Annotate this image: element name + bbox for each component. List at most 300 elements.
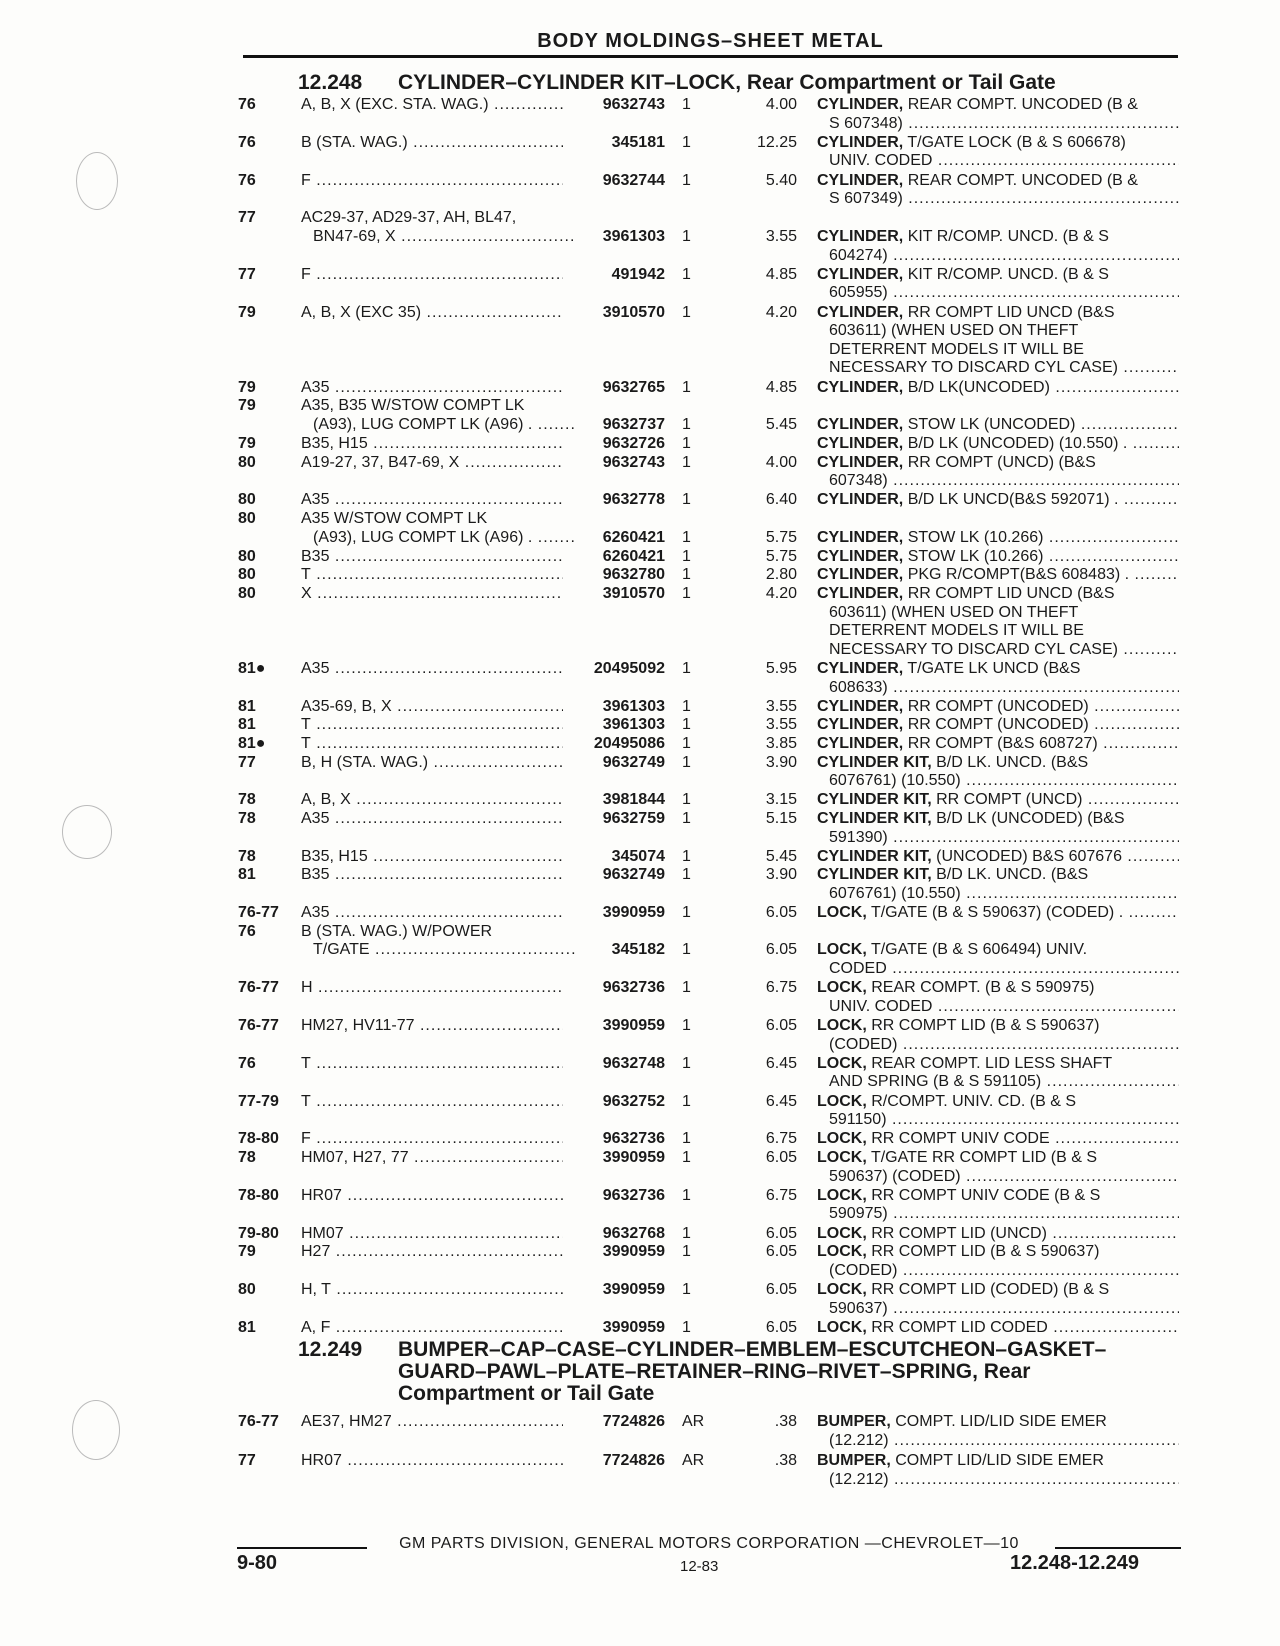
- price: .38: [774, 1452, 797, 1470]
- description-text: T/GATE (B & S 590637) (CODED) . .....: [871, 904, 1179, 921]
- quantity: 1: [682, 1149, 691, 1166]
- model-cell: [301, 304, 568, 323]
- part-number: 9632736: [602, 1186, 665, 1204]
- quantity: 1: [682, 1017, 691, 1034]
- part-number: 9632726: [602, 435, 665, 452]
- description-cell: [817, 548, 1179, 567]
- description-line: [817, 96, 1179, 115]
- quantity: 1: [682, 1224, 691, 1242]
- model-year: 76: [238, 133, 256, 151]
- model-cell: [301, 379, 568, 398]
- model-year: 79: [238, 378, 256, 396]
- model-year: 81: [238, 866, 256, 884]
- description-cell: [817, 1413, 1179, 1450]
- model-year: 79: [238, 1243, 256, 1261]
- description-text: RR COMPT LID (UNCD) .....: [871, 1225, 1179, 1242]
- quantity: 1: [682, 847, 691, 865]
- part-number: 9632748: [602, 1054, 665, 1072]
- description-name: CYLINDER,: [817, 716, 904, 734]
- description-name: LOCK,: [817, 904, 867, 922]
- quantity: 1: [682, 435, 691, 452]
- description-text: RR COMPT UNIV CODE (B & S: [871, 1186, 1101, 1204]
- description-name: CYLINDER,: [817, 378, 904, 396]
- part-number: 3990959: [602, 1149, 665, 1166]
- description-line: [817, 491, 1179, 510]
- description-text: 608633) .....: [829, 679, 1179, 696]
- model-line: T .....: [301, 716, 563, 735]
- description-name: LOCK,: [817, 1149, 867, 1166]
- description-text: (UNCODED) B&S 607676 .....: [936, 848, 1179, 865]
- model-year: 76-77: [238, 979, 279, 997]
- quantity: 1: [682, 547, 691, 565]
- model-year: 77-79: [238, 1092, 279, 1110]
- part-number: 3910570: [602, 585, 665, 602]
- model-cell: [301, 1130, 568, 1149]
- model-cell: [301, 1017, 568, 1036]
- price: 2.80: [765, 566, 797, 584]
- description-cell: [817, 566, 1179, 585]
- description-cell: [817, 435, 1179, 454]
- price: 4.20: [765, 303, 797, 321]
- description-name: CYLINDER,: [817, 528, 904, 546]
- description-line: [817, 247, 1179, 266]
- description-cell: [817, 379, 1179, 398]
- part-number: 9632749: [602, 866, 665, 884]
- description-text: STOW LK (10.266) .....: [908, 529, 1179, 546]
- model-line: A35 .....: [301, 379, 563, 398]
- model-year: 79: [238, 435, 256, 452]
- price: 6.05: [765, 1017, 797, 1034]
- model-year: 78: [238, 847, 256, 865]
- description-name: CYLINDER,: [817, 735, 904, 752]
- model-cell: [301, 510, 568, 547]
- model-cell: [301, 904, 568, 923]
- description-line: [817, 735, 1179, 754]
- price: 4.20: [765, 585, 797, 602]
- model-year: 78: [238, 1149, 256, 1166]
- description-name: CYLINDER,: [817, 453, 904, 471]
- model-line: B (STA. WAG.) .....: [301, 134, 563, 153]
- model-year: 78-80: [238, 1130, 279, 1148]
- description-line: [817, 1093, 1179, 1112]
- description-cell: [817, 866, 1179, 903]
- price: 3.90: [765, 753, 797, 771]
- quantity: 1: [682, 753, 691, 771]
- quantity: 1: [682, 1186, 691, 1204]
- description-name: CYLINDER,: [817, 697, 904, 715]
- description-name: LOCK,: [817, 1017, 867, 1034]
- description-cell: [817, 529, 1179, 548]
- description-line: [817, 810, 1179, 829]
- description-cell: [817, 304, 1179, 378]
- model-cell: [301, 698, 568, 717]
- description-line: [817, 1187, 1179, 1206]
- price: 4.00: [765, 96, 797, 113]
- model-line: B (STA. WAG.) W/POWER: [301, 922, 493, 940]
- model-cell: [301, 491, 568, 510]
- description-text: STOW LK (10.266) .....: [908, 548, 1179, 565]
- part-number: 3961303: [602, 716, 665, 734]
- description-line: [817, 791, 1179, 810]
- description-line: [817, 960, 1179, 979]
- description-line: [817, 152, 1179, 171]
- description-line: [817, 622, 1179, 641]
- description-line: [817, 1413, 1179, 1432]
- part-number: 9632743: [602, 96, 665, 113]
- description-text: T/GATE LK UNCD (B&S: [907, 660, 1081, 677]
- description-line: [817, 548, 1179, 567]
- price: 6.05: [765, 904, 797, 922]
- description-text: AND SPRING (B & S 591105) .....: [829, 1073, 1179, 1090]
- description-name: CYLINDER,: [817, 435, 904, 452]
- description-line: [817, 1168, 1179, 1187]
- model-cell: [301, 791, 568, 810]
- description-line: [817, 190, 1179, 209]
- quantity: 1: [682, 265, 691, 283]
- model-year: 79: [238, 397, 256, 415]
- description-text: B/D LK UNCD(B&S 592071) . .....: [908, 491, 1179, 508]
- model-line: BN47-69, X .....: [301, 228, 575, 247]
- part-number: 345182: [611, 941, 665, 959]
- description-cell: [817, 1319, 1179, 1338]
- binder-hole-mark: [76, 152, 118, 210]
- model-line: T .....: [301, 735, 563, 754]
- quantity: 1: [682, 528, 691, 546]
- description-text: B/D LK. UNCD. (B&S: [936, 866, 1089, 884]
- description-text: B/D LK (UNCODED) (B&S: [936, 810, 1125, 827]
- description-line: [817, 1149, 1179, 1168]
- model-year: 76: [238, 1054, 256, 1072]
- description-cell: [817, 1055, 1179, 1092]
- description-line: [817, 435, 1179, 454]
- description-text: RR COMPT LID UNCD (B&S: [907, 303, 1115, 321]
- price: 3.55: [765, 227, 797, 245]
- price: 6.40: [765, 491, 797, 509]
- model-line: A, B, X .....: [301, 791, 563, 810]
- part-number: 9632752: [602, 1092, 665, 1110]
- description-line: [817, 172, 1179, 191]
- model-year: 78: [238, 810, 256, 827]
- model-line: AC29-37, AD29-37, AH, BL47,: [301, 209, 517, 227]
- description-line: [817, 1205, 1179, 1224]
- description-text: RR COMPT LID CODED .....: [871, 1319, 1179, 1336]
- model-year: 76-77: [238, 904, 279, 922]
- description-name: LOCK,: [817, 1054, 867, 1072]
- model-year: 81●: [238, 660, 266, 677]
- description-line: [817, 1319, 1179, 1338]
- description-line: [817, 284, 1179, 303]
- quantity: 1: [682, 735, 691, 752]
- model-cell: [301, 754, 568, 773]
- description-text: B/D LK(UNCODED) .....: [908, 379, 1179, 396]
- model-cell: [301, 810, 568, 829]
- description-line: [817, 698, 1179, 717]
- model-line: HR07 .....: [301, 1452, 563, 1471]
- description-cell: [817, 698, 1179, 717]
- model-line: AE37, HM27 .....: [301, 1413, 563, 1432]
- model-line: X .....: [301, 585, 563, 604]
- price: 5.75: [765, 547, 797, 565]
- part-number: 9632768: [602, 1224, 665, 1242]
- description-text: RR COMPT LID (B & S 590637): [871, 1017, 1100, 1034]
- model-year: 78: [238, 791, 256, 809]
- footer-section-range: 12.248-12.249: [1010, 1552, 1140, 1574]
- model-line: H .....: [301, 979, 563, 998]
- description-text: CODED .....: [829, 960, 1179, 977]
- model-year: 76: [238, 96, 256, 113]
- description-cell: [817, 660, 1179, 697]
- quantity: 1: [682, 96, 691, 113]
- model-line: B, H (STA. WAG.) .....: [301, 754, 563, 773]
- description-line: [817, 716, 1179, 735]
- description-text: 607348) .....: [829, 472, 1179, 489]
- description-line: [817, 1432, 1179, 1451]
- description-text: COMPT LID/LID SIDE EMER: [895, 1452, 1104, 1470]
- quantity: 1: [682, 415, 691, 433]
- description-cell: [817, 941, 1179, 978]
- price: 5.75: [765, 528, 797, 546]
- section-heading-line: BUMPER–CAP–CASE–CYLINDER–EMBLEM–ESCUTCHEON–GASKET–: [398, 1338, 1107, 1361]
- description-name: LOCK,: [817, 1224, 867, 1242]
- description-name: LOCK,: [817, 941, 867, 959]
- description-name: LOCK,: [817, 1186, 867, 1204]
- model-cell: [301, 1225, 568, 1244]
- model-line: F .....: [301, 172, 563, 191]
- model-cell: [301, 923, 568, 960]
- description-text: 591150) .....: [829, 1111, 1179, 1128]
- description-cell: [817, 848, 1179, 867]
- quantity: 1: [682, 453, 691, 471]
- description-name: CYLINDER,: [817, 491, 904, 509]
- description-line: [817, 341, 1179, 360]
- part-number: 6260421: [602, 547, 665, 565]
- description-text: RR COMPT UNIV CODE .....: [871, 1130, 1179, 1147]
- description-line: [817, 941, 1179, 960]
- description-text: 591390) .....: [829, 829, 1179, 846]
- quantity: 1: [682, 1130, 691, 1148]
- description-line: [817, 304, 1179, 323]
- description-cell: [817, 979, 1179, 1016]
- part-number: 9632744: [602, 171, 665, 189]
- price: 6.45: [765, 1092, 797, 1110]
- model-cell: [301, 979, 568, 998]
- description-name: CYLINDER,: [817, 171, 904, 189]
- description-line: [817, 998, 1179, 1017]
- description-text: (CODED) .....: [829, 1262, 1179, 1279]
- description-line: [817, 1262, 1179, 1281]
- description-text: (12.212) .....: [829, 1432, 1179, 1449]
- description-text: UNIV. CODED .....: [829, 998, 1179, 1015]
- description-line: [817, 1281, 1179, 1300]
- description-name: CYLINDER,: [817, 265, 904, 283]
- model-line: A35 .....: [301, 660, 563, 679]
- description-cell: [817, 228, 1179, 265]
- model-year: 81: [238, 716, 256, 734]
- price: 4.85: [765, 378, 797, 396]
- description-line: [817, 1055, 1179, 1074]
- description-cell: [817, 754, 1179, 791]
- description-name: CYLINDER,: [817, 660, 904, 677]
- part-number: 9632743: [602, 453, 665, 471]
- model-line: A, B, X (EXC. STA. WAG.) .....: [301, 96, 563, 115]
- model-line: A35, B35 W/STOW COMPT LK: [301, 397, 525, 415]
- model-year: 76: [238, 171, 256, 189]
- part-number: 20495086: [593, 735, 665, 752]
- model-year: 80: [238, 510, 256, 527]
- section-heading-line: Compartment or Tail Gate: [398, 1382, 655, 1405]
- model-line: T/GATE .....: [301, 941, 575, 960]
- quantity: 1: [682, 941, 691, 959]
- model-cell: [301, 716, 568, 735]
- model-cell: [301, 454, 568, 473]
- description-cell: [817, 1281, 1179, 1318]
- section-heading-line: GUARD–PAWL–PLATE–RETAINER–RING–RIVET–SPRING, Rear: [398, 1360, 1031, 1383]
- section-number: 12.248: [298, 71, 363, 94]
- quantity: 1: [682, 716, 691, 734]
- description-name: CYLINDER,: [817, 566, 904, 584]
- price: 4.85: [765, 265, 797, 283]
- model-cell: [301, 1187, 568, 1206]
- model-cell: [301, 435, 568, 454]
- model-cell: [301, 1281, 568, 1300]
- description-text: REAR COMPT. (B & S 590975): [871, 979, 1095, 997]
- quantity: 1: [682, 1092, 691, 1110]
- model-year: 80: [238, 585, 256, 602]
- description-cell: [817, 810, 1179, 847]
- description-line: [817, 1111, 1179, 1130]
- description-cell: [817, 1187, 1179, 1224]
- model-cell: [301, 1319, 568, 1338]
- description-line: [817, 1243, 1179, 1262]
- description-text: RR COMPT (UNCODED) .....: [908, 716, 1179, 733]
- description-text: 604274) .....: [829, 247, 1179, 264]
- description-text: REAR COMPT. UNCODED (B &: [907, 171, 1138, 189]
- quantity: 1: [682, 133, 691, 151]
- price: 3.15: [765, 791, 797, 809]
- price: 6.75: [765, 979, 797, 997]
- page-header: [243, 30, 1178, 58]
- part-number: 3981844: [602, 791, 665, 809]
- description-text: KIT R/COMP. UNCD. (B & S: [907, 227, 1109, 245]
- description-cell: [817, 454, 1179, 491]
- description-text: RR COMPT LID (CODED) (B & S: [871, 1281, 1110, 1298]
- model-line: HM07 .....: [301, 1225, 563, 1244]
- quantity: 1: [682, 791, 691, 809]
- part-number: 9632736: [602, 1130, 665, 1148]
- description-text: 590637) (CODED) .....: [829, 1168, 1179, 1185]
- description-name: CYLINDER,: [817, 133, 904, 151]
- description-line: [817, 829, 1179, 848]
- model-line: HM07, H27, 77 .....: [301, 1149, 563, 1168]
- description-line: [817, 134, 1179, 153]
- model-year: 80: [238, 453, 256, 471]
- quantity: 1: [682, 810, 691, 827]
- description-text: 6076761) (10.550) .....: [829, 885, 1179, 902]
- description-line: [817, 1471, 1179, 1490]
- description-name: CYLINDER,: [817, 96, 904, 113]
- description-text: PKG R/COMPT(B&S 608483) . .....: [908, 566, 1179, 583]
- price: 3.85: [765, 735, 797, 752]
- description-text: RR COMPT LID UNCD (B&S: [907, 585, 1115, 602]
- part-number: 3990959: [602, 1281, 665, 1298]
- price: 5.40: [765, 171, 797, 189]
- description-name: CYLINDER,: [817, 227, 904, 245]
- part-number: 9632765: [602, 378, 665, 396]
- description-text: DETERRENT MODELS IT WILL BE: [829, 622, 1084, 640]
- part-number: 9632778: [602, 491, 665, 509]
- description-text: T/GATE (B & S 606494) UNIV.: [870, 941, 1088, 959]
- description-cell: [817, 1093, 1179, 1130]
- description-text: 590637) .....: [829, 1300, 1179, 1317]
- section-heading: CYLINDER–CYLINDER KIT–LOCK, Rear Compartment or Tail Gate: [398, 71, 1056, 94]
- description-line: [817, 322, 1179, 341]
- part-number: 345074: [611, 847, 665, 865]
- model-line: A35 .....: [301, 491, 563, 510]
- description-name: LOCK,: [817, 1130, 867, 1148]
- model-cell: [301, 134, 568, 153]
- quantity: 1: [682, 585, 691, 602]
- model-line: (A93), LUG COMPT LK (A96) . .....: [301, 416, 575, 435]
- model-line: T .....: [301, 1093, 563, 1112]
- description-text: UNIV. CODED .....: [829, 152, 1179, 169]
- model-year: 77: [238, 209, 256, 227]
- part-number: 9632736: [602, 979, 665, 997]
- model-year: 77: [238, 265, 256, 283]
- quantity: 1: [682, 866, 691, 884]
- part-number: 3990959: [602, 1017, 665, 1034]
- model-year: 76-77: [238, 1413, 279, 1430]
- part-number: 9632780: [602, 566, 665, 584]
- model-line: A35 .....: [301, 810, 563, 829]
- model-cell: [301, 266, 568, 285]
- description-cell: [817, 416, 1179, 435]
- description-name: LOCK,: [817, 1318, 867, 1336]
- description-text: STOW LK (UNCODED) .....: [908, 416, 1179, 433]
- model-year: 80: [238, 547, 256, 565]
- model-cell: [301, 548, 568, 567]
- model-cell: [301, 172, 568, 191]
- price: 6.05: [765, 1149, 797, 1166]
- description-cell: [817, 1452, 1179, 1489]
- description-text: (CODED) .....: [829, 1036, 1179, 1053]
- description-name: LOCK,: [817, 1092, 867, 1110]
- description-line: [817, 1036, 1179, 1055]
- part-number: 491942: [611, 265, 665, 283]
- footer-division: GM PARTS DIVISION, GENERAL MOTORS CORPORATION —CHEVROLET—10: [399, 1535, 1019, 1552]
- model-year: 81: [238, 1318, 256, 1336]
- section-12-249-title: [298, 1339, 1158, 1405]
- description-name: CYLINDER,: [817, 303, 904, 321]
- description-line: [817, 604, 1179, 623]
- model-cell: [301, 1149, 568, 1168]
- model-line: A, F .....: [301, 1319, 563, 1338]
- description-name: CYLINDER KIT,: [817, 810, 932, 827]
- description-name: CYLINDER KIT,: [817, 753, 932, 771]
- model-year: 80: [238, 1281, 256, 1298]
- footer-revision: 12-83: [680, 1558, 719, 1575]
- description-text: KIT R/COMP. UNCD. (B & S: [907, 265, 1109, 283]
- description-text: B/D LK (UNCODED) (10.550) . .....: [908, 435, 1179, 452]
- price: 6.75: [765, 1186, 797, 1204]
- description-line: [817, 885, 1179, 904]
- quantity: 1: [682, 979, 691, 997]
- quantity: 1: [682, 660, 691, 677]
- description-line: [817, 904, 1179, 923]
- price: 3.55: [765, 716, 797, 734]
- model-line: A35 W/STOW COMPT LK: [301, 510, 488, 527]
- quantity: 1: [682, 227, 691, 245]
- quantity: 1: [682, 1318, 691, 1336]
